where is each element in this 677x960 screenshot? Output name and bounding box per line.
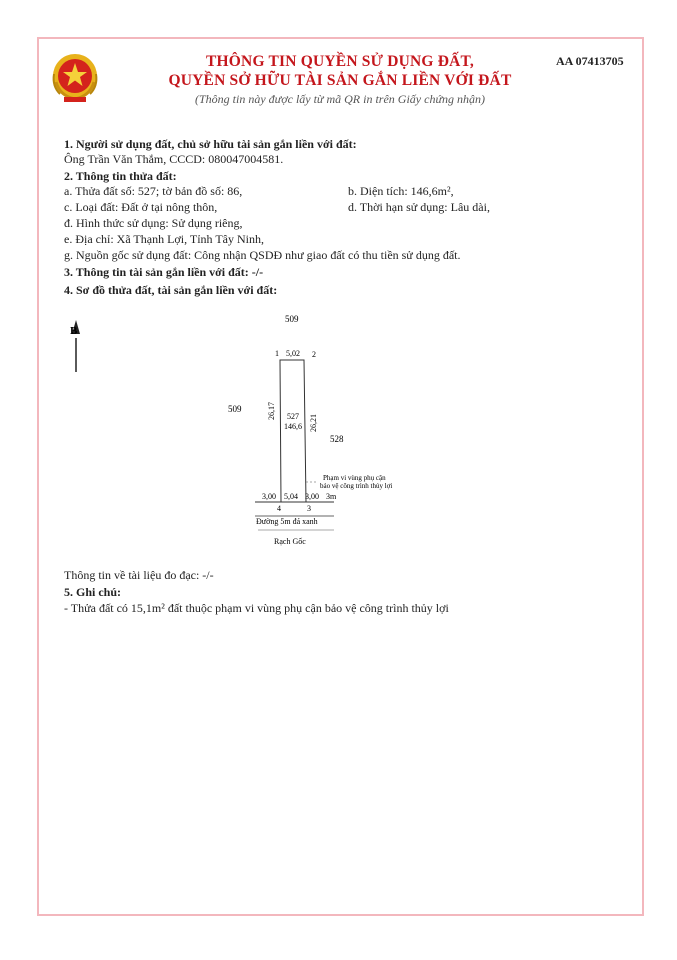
usage-form: đ. Hình thức sử dụng: Sử dụng riêng, <box>64 216 243 230</box>
width-top: 5,02 <box>286 349 300 358</box>
width-bottom: 5,04 <box>284 492 298 501</box>
north-label: B <box>70 325 78 337</box>
usage-term: d. Thời hạn sử dụng: Lâu dài, <box>348 200 490 214</box>
owner-info: Ông Trần Văn Thắm, CCCD: 080047004581. <box>64 152 284 166</box>
offset-3m: 3m <box>326 492 337 501</box>
parcel-diagram <box>0 300 677 560</box>
address: e. Địa chỉ: Xã Thạnh Lợi, Tỉnh Tây Ninh, <box>64 232 264 246</box>
land-type: c. Loại đất: Đất ở tại nông thôn, <box>64 200 218 214</box>
note-text: - Thửa đất có 15,1m² đất thuộc phạm vi vùng phụ cận bảo vệ công trình thủy lợi <box>64 601 449 615</box>
serial-number: AA 07413705 <box>556 54 624 68</box>
section-4-heading: 4. Sơ đồ thửa đất, tài sản gắn liền với đất: <box>64 283 278 297</box>
neighbor-right: 528 <box>330 434 344 444</box>
parcel-area: b. Diện tích: 146,6m², <box>348 184 454 198</box>
section-5-heading: 5. Ghi chú: <box>64 585 122 599</box>
offset-right: 3,00 <box>305 492 319 501</box>
section-2-heading: 2. Thông tin thửa đất: <box>64 169 177 183</box>
corner-3: 3 <box>307 504 311 513</box>
canal-label: Rạch Gốc <box>274 537 306 546</box>
document-header <box>140 52 540 107</box>
section-1-heading: 1. Người sử dụng đất, chủ sở hữu tài sản gắn liền với đất: <box>64 137 357 151</box>
zone-label-1: Phạm vi vùng phụ cận <box>323 474 386 482</box>
parcel-area-label: 146,6 <box>284 422 302 431</box>
survey-info: Thông tin về tài liệu đo đạc: -/- <box>64 568 214 582</box>
parcel-number: a. Thửa đất số: 527; tờ bản đồ số: 86, <box>64 184 243 198</box>
title-line-2: QUYỀN SỞ HỮU TÀI SẢN GẮN LIỀN VỚI ĐẤT <box>168 72 512 89</box>
title-line-1: THÔNG TIN QUYỀN SỬ DỤNG ĐẤT, <box>206 53 474 70</box>
side-right: 26,21 <box>309 414 318 432</box>
road-label: Đường 5m đá xanh <box>256 517 318 526</box>
section-3-heading: 3. Thông tin tài sản gắn liền với đất: -/- <box>64 265 264 279</box>
zone-label-2: bảo vệ công trình thủy lợi <box>320 482 393 490</box>
subtitle: (Thông tin này được lấy từ mã QR in trên Giấy chứng nhận) <box>195 92 485 106</box>
neighbor-top: 509 <box>285 314 299 324</box>
offset-left: 3,00 <box>262 492 276 501</box>
side-left: 26,17 <box>267 402 276 420</box>
corner-4: 4 <box>277 504 281 513</box>
parcel-id: 527 <box>287 412 299 421</box>
corner-1: 1 <box>275 349 279 358</box>
neighbor-left: 509 <box>228 404 242 414</box>
corner-2: 2 <box>312 350 316 359</box>
parcel-outline <box>280 360 306 502</box>
land-origin: g. Nguồn gốc sử dụng đất: Công nhận QSDĐ như giao đất có thu tiền sử dụng đất. <box>64 248 461 262</box>
national-emblem-icon <box>50 52 100 104</box>
